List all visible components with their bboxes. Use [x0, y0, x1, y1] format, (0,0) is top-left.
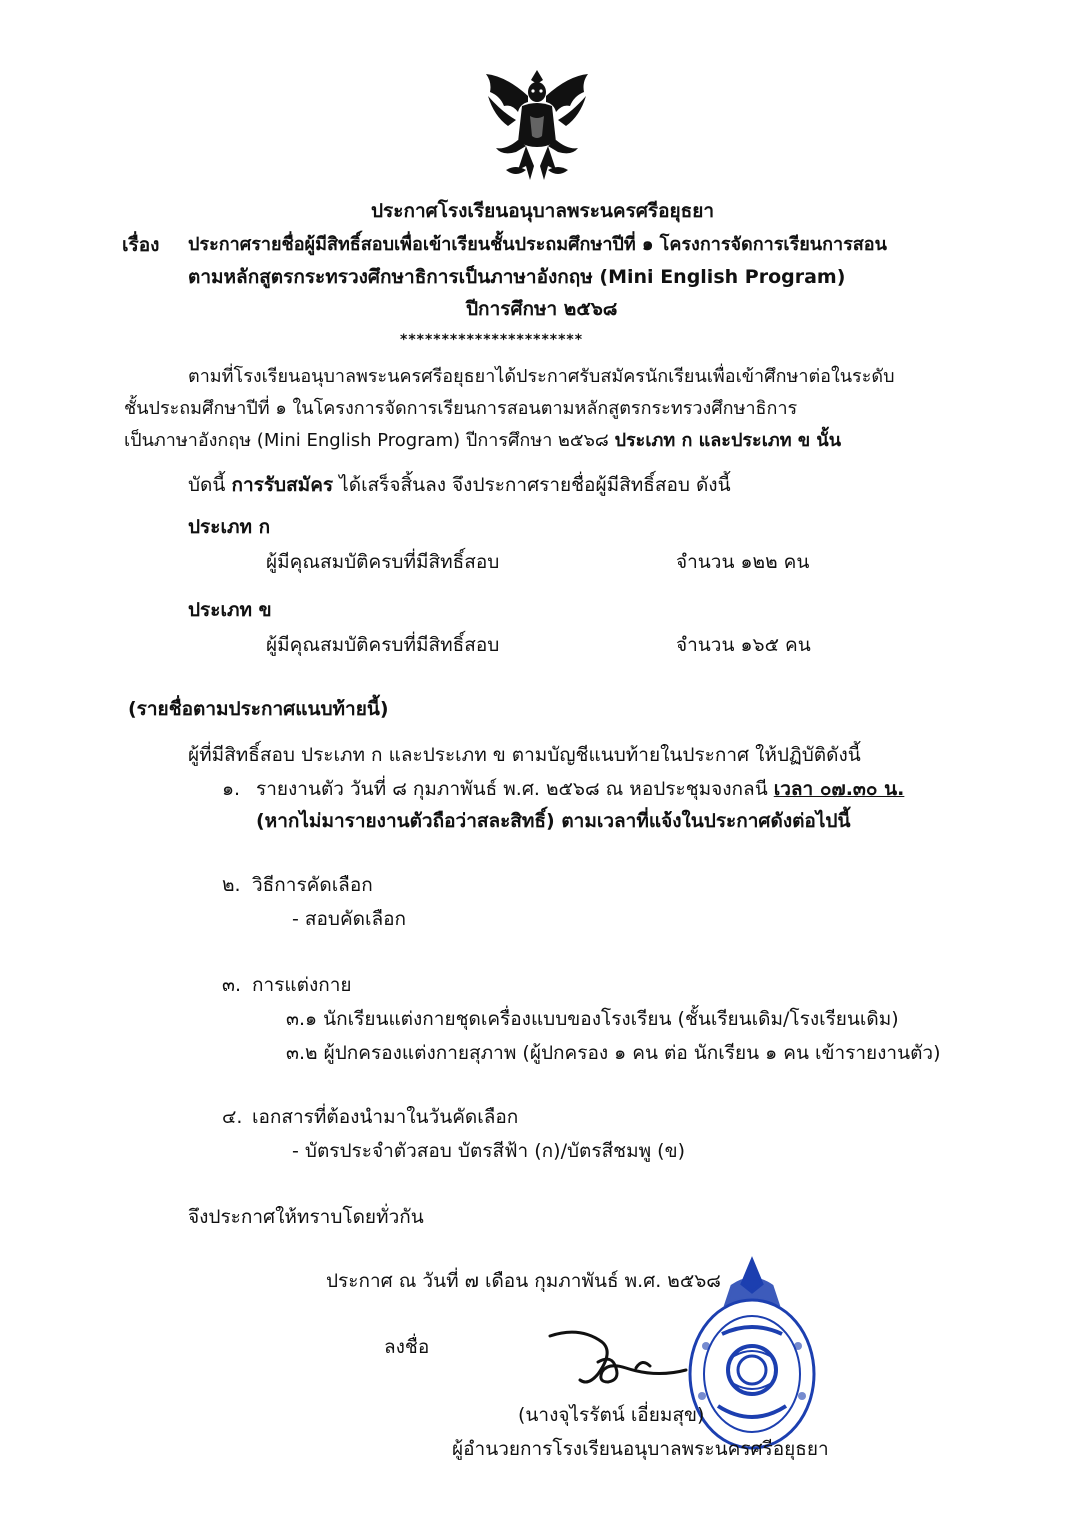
intro-line-1: ตามที่โรงเรียนอนุบาลพระนครศรีอยุธยาได้ประกาศรับสมัครนักเรียนเพื่อเข้าศึกษาต่อในระดับ	[188, 366, 895, 387]
subject-line-3: ปีการศึกษา ๒๕๖๘	[466, 298, 618, 320]
announcement-date: ประกาศ ณ วันที่ ๗ เดือน กุมภาพันธ์ พ.ศ. ๒๕๖๘	[326, 1270, 721, 1292]
intro-line-4-c: ได้เสร็จสิ้นลง จึงประกาศรายชื่อผู้มีสิทธิ์สอบ ดังนี้	[339, 474, 731, 496]
intro-line-4-a: บัดนี้	[188, 474, 226, 496]
intro-line-2: ชั้นประถมศึกษาปีที่ ๑ ในโครงการจัดการเรียนการสอนตามหลักสูตรกระทรวงศึกษาธิการ	[124, 398, 798, 419]
closing-text: จึงประกาศให้ทราบโดยทั่วกัน	[188, 1206, 424, 1228]
item-4-sub: - บัตรประจำตัวสอบ บัตรสีฟ้า (ก)/บัตรสีชมพู (ข)	[292, 1140, 685, 1162]
item-3-number: ๓.	[222, 974, 242, 996]
item-4-text: เอกสารที่ต้องนำมาในวันคัดเลือก	[252, 1106, 519, 1128]
item-3-text: การแต่งกาย	[252, 974, 352, 996]
intro-line-4	[188, 472, 731, 498]
intro-line-3-text: เป็นภาษาอังกฤษ (Mini English Program) ปีการศึกษา ๒๕๖๘	[124, 430, 609, 451]
item-1-text: รายงานตัว วันที่ ๘ กุมภาพันธ์ พ.ศ. ๒๕๖๘ ณ หอประชุมจงกลนี	[256, 778, 768, 800]
instructions-intro: ผู้ที่มีสิทธิ์สอบ ประเภท ก และประเภท ข ตามบัญชีแนบท้ายในประกาศ ให้ปฏิบัติดังนี้	[188, 744, 861, 766]
category-a-name: ประเภท ก	[188, 516, 271, 538]
item-2-sub: - สอบคัดเลือก	[292, 908, 407, 930]
garuda-emblem-icon	[478, 66, 596, 190]
director-position: ผู้อำนวยการโรงเรียนอนุบาลพระนครศรีอยุธยา	[452, 1438, 829, 1460]
document-title: ประกาศโรงเรียนอนุบาลพระนครศรีอยุธยา	[371, 200, 715, 222]
item-1-number: ๑.	[222, 778, 241, 800]
sign-label: ลงชื่อ	[384, 1336, 430, 1358]
category-a-count: จำนวน ๑๒๒ คน	[676, 551, 810, 573]
intro-line-3	[124, 428, 841, 454]
item-1-line	[256, 776, 904, 802]
subject-line-2: ตามหลักสูตรกระทรวงศึกษาธิการเป็นภาษาอังกฤษ (Mini English Program)	[188, 266, 846, 288]
intro-line-3-categories: ประเภท ก และประเภท ข นั้น	[614, 430, 842, 451]
header-separator: **********************	[400, 332, 584, 348]
subject-label: เรื่อง	[122, 234, 160, 256]
item-2-text: วิธีการคัดเลือก	[252, 874, 373, 896]
subject-line-1: ประกาศรายชื่อผู้มีสิทธิ์สอบเพื่อเข้าเรียนชั้นประถมศึกษาปีที่ ๑ โครงการจัดการเรียนการสอน	[188, 234, 887, 255]
intro-line-4-b: การรับสมัคร	[231, 474, 334, 496]
item-3-sub-2: ๓.๒ ผู้ปกครองแต่งกายสุภาพ (ผู้ปกครอง ๑ คน ต่อ นักเรียน ๑ คน เข้ารายงานตัว)	[286, 1042, 941, 1064]
item-2-number: ๒.	[222, 874, 241, 896]
category-b-desc: ผู้มีคุณสมบัติครบที่มีสิทธิ์สอบ	[266, 634, 500, 656]
category-a-desc: ผู้มีคุณสมบัติครบที่มีสิทธิ์สอบ	[266, 551, 500, 573]
item-4-number: ๔.	[222, 1106, 243, 1128]
item-3-sub-1: ๓.๑ นักเรียนแต่งกายชุดเครื่องแบบของโรงเรียน (ชั้นเรียนเดิม/โรงเรียนเดิม)	[286, 1008, 899, 1030]
item-1-note: (หากไม่มารายงานตัวถือว่าสละสิทธิ์) ตามเวลาที่แจ้งในประกาศดังต่อไปนี้	[256, 810, 851, 832]
category-b-name: ประเภท ข	[188, 599, 272, 621]
category-b-count: จำนวน ๑๖๕ คน	[676, 634, 811, 656]
director-name: (นางจุไรรัตน์ เอี่ยมสุข)	[518, 1404, 705, 1426]
item-1-time: เวลา ๐๗.๓๐ น.	[773, 778, 905, 800]
attachment-note: (รายชื่อตามประกาศแนบท้ายนี้)	[128, 698, 389, 720]
